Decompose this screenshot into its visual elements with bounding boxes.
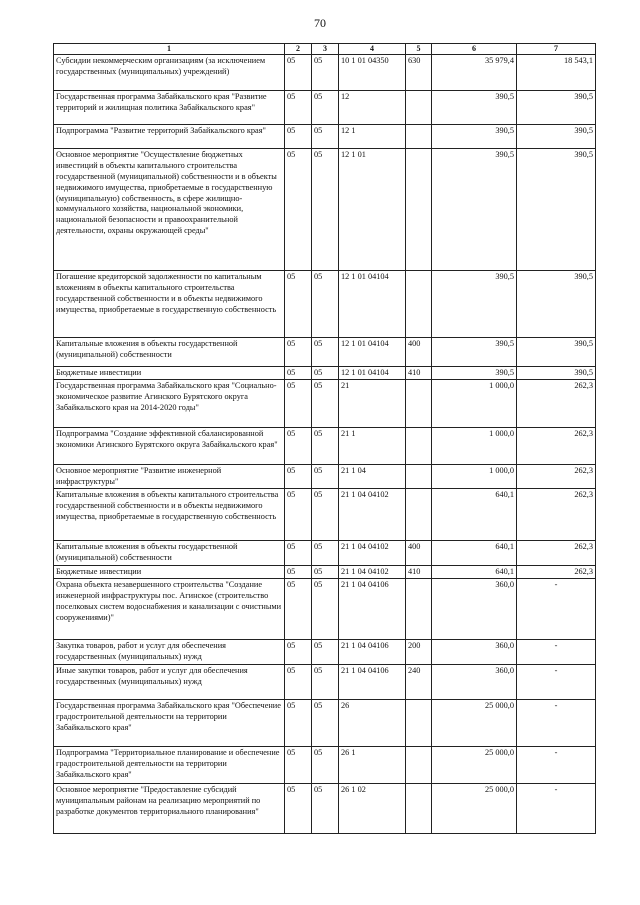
target-article-code: 12 1 01 04104 — [339, 338, 406, 367]
item-name: Подпрограмма "Территориальное планирование и обеспечение градостроительной деятельности на территории Забайкальского края" — [54, 747, 285, 784]
subsection-code: 05 — [312, 91, 339, 125]
amount-col-6: 390,5 — [432, 149, 517, 271]
section-code: 05 — [285, 465, 312, 489]
expense-type-code — [406, 700, 432, 747]
amount-col-7: 390,5 — [517, 91, 596, 125]
expense-type-code — [406, 489, 432, 541]
target-article-code: 12 — [339, 91, 406, 125]
table-row — [54, 747, 596, 784]
expense-type-code: 410 — [406, 367, 432, 380]
target-article-code: 21 1 04 04102 — [339, 566, 406, 579]
budget-table — [53, 43, 596, 834]
expense-type-code — [406, 428, 432, 465]
item-name: Основное мероприятие "Осуществление бюджетных инвестиций в объекты капитального строительства государственной (муниципальной) собственности и в объекты недвижимого имущества, приобретаемые в государственную (муниципальную) собственность, в сфере жилищно-коммунального хозяйства, национальной экономики, национальной безопасности и правоохранительной деятельности, охраны окружающей среды" — [54, 149, 285, 271]
table-row — [54, 579, 596, 640]
section-code: 05 — [285, 489, 312, 541]
amount-col-7: 390,5 — [517, 367, 596, 380]
subsection-code: 05 — [312, 149, 339, 271]
item-name: Бюджетные инвестиции — [54, 367, 285, 380]
amount-col-6: 1 000,0 — [432, 465, 517, 489]
expense-type-code — [406, 271, 432, 338]
amount-col-6: 390,5 — [432, 91, 517, 125]
subsection-code: 05 — [312, 665, 339, 700]
target-article-code: 21 1 — [339, 428, 406, 465]
item-name: Капитальные вложения в объекты капитального строительства государственной собственности и в объекты недвижимого имущества, приобретаемые в государственную собственность — [54, 489, 285, 541]
expense-type-code — [406, 579, 432, 640]
amount-col-6: 390,5 — [432, 125, 517, 149]
table-row — [54, 465, 596, 489]
amount-col-7: - — [517, 579, 596, 640]
expense-type-code — [406, 125, 432, 149]
table-row — [54, 125, 596, 149]
header-cell: 2 — [285, 44, 312, 55]
target-article-code: 12 1 01 04104 — [339, 367, 406, 380]
subsection-code: 05 — [312, 55, 339, 91]
table-row — [54, 700, 596, 747]
header-row — [54, 44, 596, 55]
expense-type-code — [406, 380, 432, 428]
target-article-code: 12 1 — [339, 125, 406, 149]
amount-col-7: - — [517, 700, 596, 747]
item-name: Закупка товаров, работ и услуг для обеспечения государственных (муниципальных) нужд — [54, 640, 285, 665]
header-cell: 6 — [432, 44, 517, 55]
amount-col-6: 390,5 — [432, 367, 517, 380]
subsection-code: 05 — [312, 784, 339, 834]
expense-type-code: 400 — [406, 541, 432, 566]
table-row — [54, 489, 596, 541]
subsection-code: 05 — [312, 579, 339, 640]
table-row — [54, 271, 596, 338]
section-code: 05 — [285, 747, 312, 784]
subsection-code: 05 — [312, 380, 339, 428]
amount-col-6: 1 000,0 — [432, 380, 517, 428]
expense-type-code — [406, 784, 432, 834]
target-article-code: 12 1 01 — [339, 149, 406, 271]
amount-col-7: 390,5 — [517, 338, 596, 367]
header-cell: 3 — [312, 44, 339, 55]
amount-col-6: 640,1 — [432, 489, 517, 541]
subsection-code: 05 — [312, 271, 339, 338]
target-article-code: 21 1 04 04106 — [339, 665, 406, 700]
target-article-code: 21 1 04 04102 — [339, 489, 406, 541]
section-code: 05 — [285, 380, 312, 428]
amount-col-7: - — [517, 640, 596, 665]
table-row — [54, 55, 596, 91]
header-cell: 5 — [406, 44, 432, 55]
section-code: 05 — [285, 665, 312, 700]
amount-col-6: 390,5 — [432, 271, 517, 338]
target-article-code: 26 1 02 — [339, 784, 406, 834]
expense-type-code: 200 — [406, 640, 432, 665]
item-name: Охрана объекта незавершенного строительства "Создание инженерной инфраструктуры пос. Агинское (строительство поселковых систем водоснабжения и канализации с очистными сооружениями)" — [54, 579, 285, 640]
amount-col-7: 262,3 — [517, 465, 596, 489]
expense-type-code — [406, 91, 432, 125]
item-name: Основное мероприятие "Развитие инженерной инфраструктуры" — [54, 465, 285, 489]
subsection-code: 05 — [312, 489, 339, 541]
amount-col-6: 25 000,0 — [432, 700, 517, 747]
amount-col-7: 262,3 — [517, 541, 596, 566]
section-code: 05 — [285, 55, 312, 91]
target-article-code: 12 1 01 04104 — [339, 271, 406, 338]
subsection-code: 05 — [312, 428, 339, 465]
amount-col-7: 262,3 — [517, 489, 596, 541]
table-row — [54, 541, 596, 566]
header-cell: 7 — [517, 44, 596, 55]
amount-col-7: 390,5 — [517, 149, 596, 271]
table-row — [54, 566, 596, 579]
section-code: 05 — [285, 91, 312, 125]
section-code: 05 — [285, 566, 312, 579]
subsection-code: 05 — [312, 367, 339, 380]
item-name: Государственная программа Забайкальского края "Социально-экономическое развитие Агинского Бурятского округа Забайкальского края на 2014-2020 годы" — [54, 380, 285, 428]
subsection-code: 05 — [312, 640, 339, 665]
target-article-code: 21 — [339, 380, 406, 428]
table-row — [54, 338, 596, 367]
section-code: 05 — [285, 784, 312, 834]
item-name: Основное мероприятие "Предоставление субсидий муниципальным районам на реализацию мероприятий по разработке документов территориального планирования" — [54, 784, 285, 834]
amount-col-6: 640,1 — [432, 566, 517, 579]
subsection-code: 05 — [312, 338, 339, 367]
amount-col-7: 262,3 — [517, 566, 596, 579]
target-article-code: 21 1 04 — [339, 465, 406, 489]
amount-col-7: - — [517, 747, 596, 784]
expense-type-code: 410 — [406, 566, 432, 579]
section-code: 05 — [285, 700, 312, 747]
target-article-code: 26 — [339, 700, 406, 747]
section-code: 05 — [285, 125, 312, 149]
amount-col-6: 360,0 — [432, 665, 517, 700]
table-row — [54, 367, 596, 380]
amount-col-6: 360,0 — [432, 579, 517, 640]
item-name: Погашение кредиторской задолженности по капитальным вложениям в объекты капитального строительства государственной собственности и в объекты недвижимого имущества, приобретаемые в государственную собственность — [54, 271, 285, 338]
section-code: 05 — [285, 640, 312, 665]
amount-col-6: 35 979,4 — [432, 55, 517, 91]
item-name: Иные закупки товаров, работ и услуг для обеспечения государственных (муниципальных) нужд — [54, 665, 285, 700]
expense-type-code — [406, 465, 432, 489]
target-article-code: 21 1 04 04106 — [339, 640, 406, 665]
amount-col-7: 390,5 — [517, 125, 596, 149]
subsection-code: 05 — [312, 566, 339, 579]
header-cell: 4 — [339, 44, 406, 55]
amount-col-7: - — [517, 665, 596, 700]
expense-type-code: 400 — [406, 338, 432, 367]
table-row — [54, 91, 596, 125]
subsection-code: 05 — [312, 700, 339, 747]
section-code: 05 — [285, 428, 312, 465]
target-article-code: 21 1 04 04106 — [339, 579, 406, 640]
item-name: Субсидии некоммерческим организациям (за исключением государственных (муниципальных) учреждений) — [54, 55, 285, 91]
item-name: Государственная программа Забайкальского края "Развитие территорий и жилищная политика Забайкальского края" — [54, 91, 285, 125]
item-name: Подпрограмма "Развитие территорий Забайкальского края" — [54, 125, 285, 149]
target-article-code: 21 1 04 04102 — [339, 541, 406, 566]
amount-col-6: 25 000,0 — [432, 747, 517, 784]
amount-col-6: 390,5 — [432, 338, 517, 367]
expense-type-code: 240 — [406, 665, 432, 700]
table-row — [54, 665, 596, 700]
amount-col-6: 640,1 — [432, 541, 517, 566]
table-row — [54, 428, 596, 465]
target-article-code: 10 1 01 04350 — [339, 55, 406, 91]
header-cell: 1 — [54, 44, 285, 55]
amount-col-6: 25 000,0 — [432, 784, 517, 834]
table-row — [54, 784, 596, 834]
table-row — [54, 640, 596, 665]
target-article-code: 26 1 — [339, 747, 406, 784]
section-code: 05 — [285, 338, 312, 367]
item-name: Государственная программа Забайкальского края "Обеспечение градостроительной деятельности на территории Забайкальского края" — [54, 700, 285, 747]
amount-col-7: 390,5 — [517, 271, 596, 338]
subsection-code: 05 — [312, 465, 339, 489]
section-code: 05 — [285, 541, 312, 566]
section-code: 05 — [285, 271, 312, 338]
amount-col-7: 18 543,1 — [517, 55, 596, 91]
expense-type-code — [406, 747, 432, 784]
section-code: 05 — [285, 579, 312, 640]
table-row — [54, 380, 596, 428]
subsection-code: 05 — [312, 125, 339, 149]
amount-col-7: 262,3 — [517, 380, 596, 428]
amount-col-6: 1 000,0 — [432, 428, 517, 465]
page-number: 70 — [314, 16, 326, 30]
section-code: 05 — [285, 149, 312, 271]
item-name: Подпрограмма "Создание эффективной сбалансированной экономики Агинского Бурятского округа Забайкальского края" — [54, 428, 285, 465]
table-row — [54, 149, 596, 271]
item-name: Капитальные вложения в объекты государственной (муниципальной) собственности — [54, 541, 285, 566]
amount-col-6: 360,0 — [432, 640, 517, 665]
expense-type-code — [406, 149, 432, 271]
expense-type-code: 630 — [406, 55, 432, 91]
subsection-code: 05 — [312, 747, 339, 784]
subsection-code: 05 — [312, 541, 339, 566]
amount-col-7: 262,3 — [517, 428, 596, 465]
amount-col-7: - — [517, 784, 596, 834]
section-code: 05 — [285, 367, 312, 380]
item-name: Капитальные вложения в объекты государственной (муниципальной) собственности — [54, 338, 285, 367]
item-name: Бюджетные инвестиции — [54, 566, 285, 579]
